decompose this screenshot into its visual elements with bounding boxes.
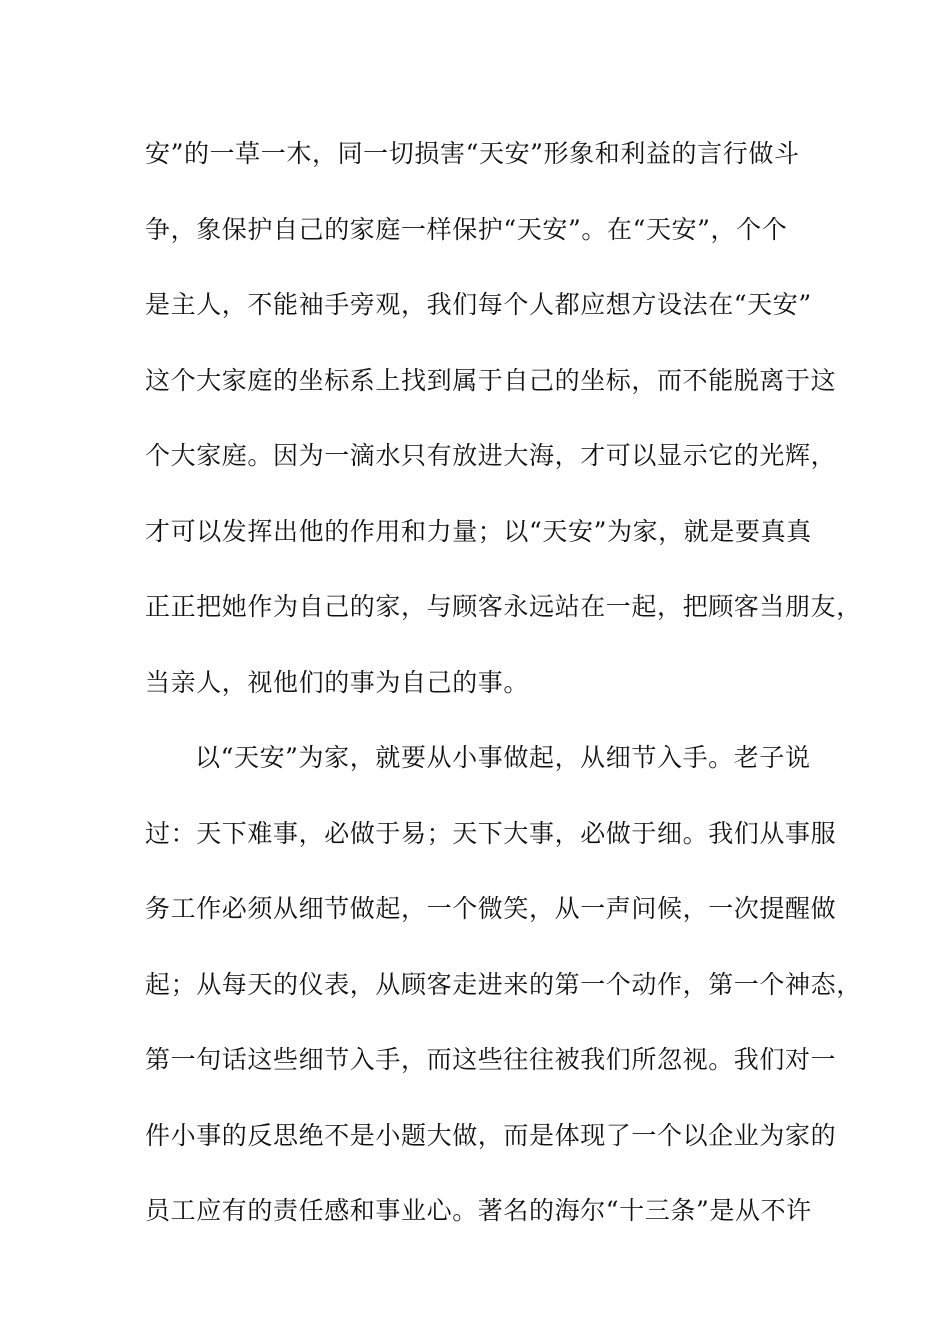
text-line: 件小事的反思绝不是小题大做，而是体现了一个以企业为家的 [145,1120,837,1150]
paragraph-start-line: 以“天安”为家，就要从小事做起，从细节入手。老子说 [195,743,811,772]
text-line: 正正把她作为自己的家，与顾客永远站在一起，把顾客当朋友， [145,592,862,621]
text-line: 过：天下难事，必做于易；天下大事，必做于细。我们从事服 [145,818,837,848]
text-line: 起；从每天的仪表，从顾客走进来的第一个动作，第一个神态， [145,969,862,999]
text-line: 这个大家庭的坐标系上找到属于自己的坐标，而不能脱离于这 [145,365,837,395]
text-line: 才可以发挥出他的作用和力量；以“天安”为家，就是要真真 [145,516,812,546]
text-line: 当亲人，视他们的事为自己的事。 [145,667,530,697]
text-line: 个大家庭。因为一滴水只有放进大海，才可以显示它的光辉， [145,441,837,470]
text-line: 第一句话这些细节入手，而这些往往被我们所忽视。我们对一 [145,1045,837,1074]
body-text [145,126,862,1259]
text-line: 员工应有的责任感和事业心。著名的海尔“十三条”是从不许 [145,1196,812,1225]
text-line: 务工作必须从细节做起，一个微笑，从一声问候，一次提醒做 [145,894,837,923]
text-line: 安”的一草一木，同一切损害“天安”形象和利益的言行做斗 [145,139,800,168]
text-line: 争，象保护自己的家庭一样保护“天安”。在“天安”，个个 [145,214,788,244]
text-line: 是主人，不能袖手旁观，我们每个人都应想方设法在“天安” [145,290,812,319]
